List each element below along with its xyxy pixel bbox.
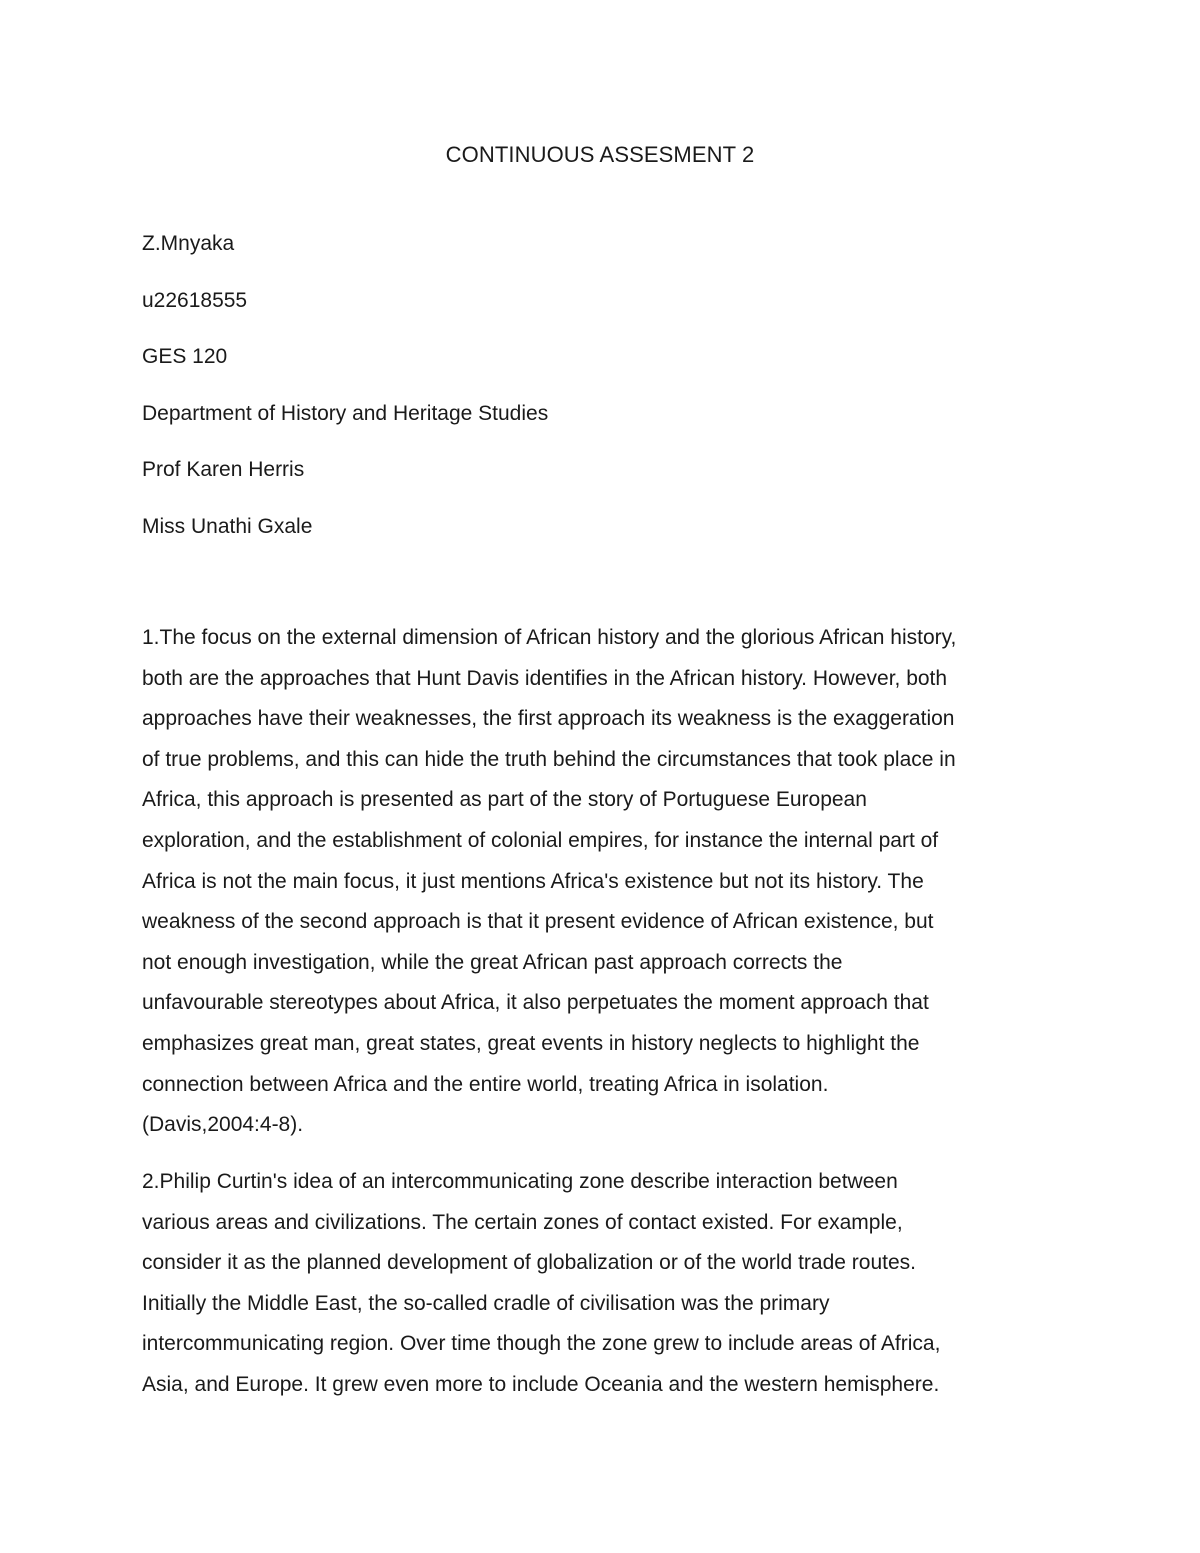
student-number: u22618555 [142, 289, 248, 312]
paragraph-line: intercommunicating region. Over time though the zone grew to include areas of Africa, [142, 1332, 941, 1356]
paragraph-line: emphasizes great man, great states, great events in history neglects to highlight the [142, 1031, 920, 1055]
paragraph-line: not enough investigation, while the great African past approach corrects the [142, 950, 843, 974]
document-title: CONTINUOUS ASSESMENT 2 [445, 142, 755, 167]
paragraph-line: Africa is not the main focus, it just mentions Africa's existence but not its history. The [142, 869, 924, 893]
paragraph-line: 1.The focus on the external dimension of African history and the glorious African history, [142, 626, 957, 649]
paragraph-2 [142, 1162, 1072, 1406]
paragraph-line: various areas and civilizations. The certain zones of contact existed. For example, [142, 1210, 903, 1234]
paragraph-line: unfavourable stereotypes about Africa, it also perpetuates the moment approach that [142, 991, 929, 1015]
paragraph-line: Africa, this approach is presented as part of the story of Portuguese European [142, 788, 867, 812]
tutor-name: Miss Unathi Gxale [142, 515, 313, 538]
paragraph-line: 2.Philip Curtin's idea of an intercommunicating zone describe interaction between [142, 1170, 898, 1193]
paragraph-line: approaches have their weaknesses, the first approach its weakness is the exaggeration [142, 707, 955, 731]
department: Department of History and Heritage Studies [142, 402, 549, 425]
paragraph-line: both are the approaches that Hunt Davis identifies in the African history. However, both [142, 666, 948, 690]
paragraph-line: consider it as the planned development of globalization or of the world trade routes. [142, 1251, 916, 1275]
professor-name: Prof Karen Herris [142, 458, 305, 481]
paragraph-line: connection between Africa and the entire world, treating Africa in isolation. [142, 1072, 829, 1096]
paragraph-line: (Davis,2004:4-8). [142, 1113, 304, 1137]
paragraph-line: of true problems, and this can hide the truth behind the circumstances that took place in [142, 747, 956, 771]
paragraph-line: Asia, and Europe. It grew even more to include Oceania and the western hemisphere. [142, 1372, 940, 1396]
paragraph-line: weakness of the second approach is that it present evidence of African existence, but [142, 910, 934, 934]
paragraph-line: Initially the Middle East, the so-called cradle of civilisation was the primary [142, 1291, 830, 1315]
paragraph-line: exploration, and the establishment of colonial empires, for instance the internal part of [142, 828, 939, 852]
student-name: Z.Mnyaka [142, 232, 235, 255]
paragraph-1 [142, 618, 1072, 1146]
course-code: GES 120 [142, 345, 228, 368]
